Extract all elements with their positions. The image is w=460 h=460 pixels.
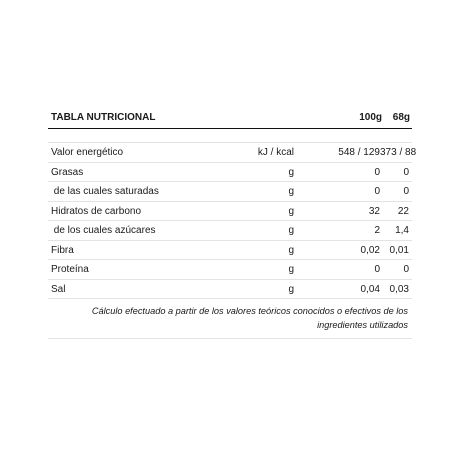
nutrient-name: Fibra — [51, 244, 74, 256]
table-header-row — [48, 110, 412, 129]
value-per-100g: 0 — [374, 264, 380, 275]
value-per-100g: 32 — [368, 205, 380, 217]
calculation-footnote: Cálculo efectuado a partir de los valores teóricos conocidos o efectivos de los ingredientes utilizados — [48, 299, 412, 339]
nutrient-name: Sal — [51, 283, 66, 295]
table-row — [48, 202, 412, 222]
nutrient-name: Grasas — [51, 166, 84, 178]
value-per-100g: 0 — [374, 186, 380, 197]
column-header-100g: 100g — [359, 112, 382, 123]
nutrient-name: de los cuales azúcares — [51, 225, 156, 236]
value-per-68g: 0,01 — [389, 244, 409, 256]
nutrient-name: Hidratos de carbono — [51, 205, 142, 217]
table-row — [48, 260, 412, 280]
value-per-68g: 0 — [403, 264, 409, 275]
nutrient-unit: g — [288, 225, 294, 236]
nutrient-name: de las cuales saturadas — [51, 186, 159, 197]
value-per-100g: 0 — [374, 166, 380, 178]
value-per-100g: 0,02 — [360, 244, 380, 256]
value-per-68g: 0,03 — [389, 283, 409, 295]
nutrient-unit: g — [288, 186, 294, 197]
column-header-68g: 68g — [392, 112, 410, 123]
table-row — [48, 221, 412, 241]
table-row — [48, 143, 417, 163]
nutrient-unit: kJ / kcal — [257, 147, 294, 158]
value-per-68g: 373 / 88 — [380, 147, 417, 158]
value-per-68g: 22 — [397, 205, 409, 217]
table-row — [48, 163, 412, 183]
nutrition-table — [48, 110, 417, 339]
table-row — [48, 241, 412, 261]
nutrient-unit: g — [288, 205, 294, 217]
value-per-68g: 0 — [403, 166, 409, 178]
value-per-68g: 0 — [403, 186, 409, 197]
value-per-100g: 548 / 129 — [338, 147, 380, 158]
nutrient-unit: g — [288, 244, 294, 256]
value-per-100g: 0,04 — [360, 283, 380, 295]
table-row — [48, 182, 412, 202]
value-per-68g: 1,4 — [395, 225, 409, 236]
table-spacer-row — [48, 129, 412, 143]
table-row — [48, 280, 412, 300]
nutrient-name: Proteína — [51, 264, 89, 275]
nutrient-unit: g — [288, 166, 294, 178]
nutrient-unit: g — [288, 283, 294, 295]
table-title: TABLA NUTRICIONAL — [51, 112, 156, 123]
value-per-100g: 2 — [374, 225, 380, 236]
nutrient-unit: g — [288, 264, 294, 275]
nutrient-name: Valor energético — [51, 147, 124, 158]
